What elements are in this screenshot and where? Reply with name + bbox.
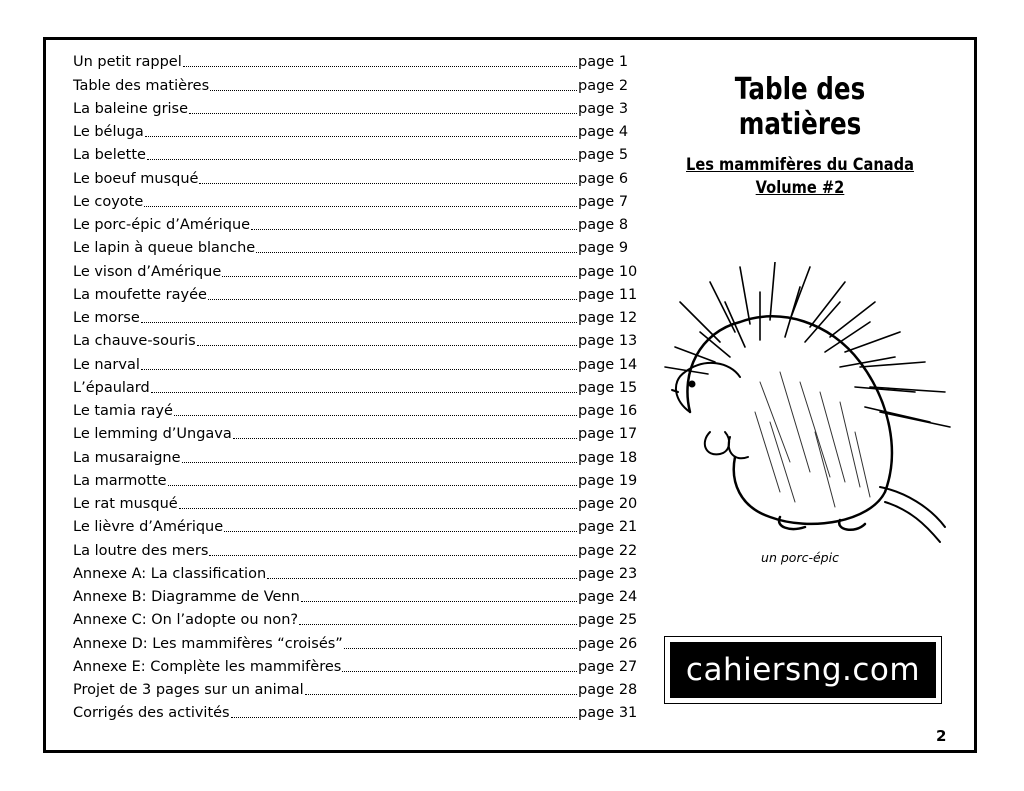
toc-entry-page: page 11	[578, 286, 638, 303]
toc-entry-title: La baleine grise	[73, 100, 189, 117]
toc-entry-title: La loutre des mers	[73, 542, 209, 559]
illustration-caption: un porc-épic	[761, 550, 839, 565]
dot-leader	[305, 694, 577, 695]
toc-entry-title: Le lemming d’Ungava	[73, 426, 232, 443]
subtitle-line-1: Les mammifères du Canada	[686, 155, 914, 175]
dot-leader	[256, 252, 577, 253]
dot-leader	[210, 90, 577, 91]
subtitle-line-2: Volume #2	[755, 178, 845, 198]
toc-entry	[73, 536, 638, 559]
toc-entry-title: L’épaulard	[73, 379, 150, 396]
toc-entry	[73, 211, 638, 234]
toc-entry	[73, 606, 638, 629]
toc-entry-title: Le lièvre d’Amérique	[73, 519, 224, 536]
quill-stroke	[880, 412, 950, 427]
dot-leader	[231, 717, 577, 718]
toc-entry	[73, 281, 638, 304]
toc-entry-page: page 22	[578, 542, 638, 559]
toc-entry-title: Le porc-épic d’Amérique	[73, 217, 251, 233]
toc-entry-title: Annexe D: Les mammifères “croisés”	[73, 635, 343, 652]
dot-leader	[183, 66, 577, 67]
toc-entry-title: La belette	[73, 147, 146, 164]
website-label: cahiersng.com	[670, 642, 936, 698]
toc-entry	[73, 443, 638, 466]
toc-entry-title: Annexe E: Complète les mammifères	[73, 658, 342, 675]
dot-leader	[168, 485, 577, 486]
toc-entry-page: page 21	[578, 519, 638, 536]
dot-leader	[251, 229, 577, 230]
toc-entry-page: page 18	[578, 449, 638, 466]
toc-entry	[73, 420, 638, 443]
quill-stroke	[770, 262, 775, 320]
toc-entry	[73, 95, 638, 118]
toc-entry-title: Le tamia rayé	[73, 403, 173, 419]
dot-leader	[141, 369, 577, 370]
toc-entry	[73, 234, 638, 257]
toc-entry-page: page 10	[578, 263, 638, 280]
dot-leader	[301, 601, 577, 602]
toc-entry	[73, 164, 638, 187]
quill-stroke	[845, 332, 900, 352]
toc-entry	[73, 374, 638, 397]
toc-entry	[73, 583, 638, 606]
toc-entry-title: Le narval	[73, 356, 140, 373]
dot-leader	[224, 531, 577, 532]
toc-entry	[73, 513, 638, 536]
toc-entry	[73, 257, 638, 280]
toc-entry	[73, 350, 638, 373]
toc-entry-title: Le morse	[73, 310, 140, 326]
dot-leader	[199, 183, 577, 184]
dot-leader	[144, 206, 577, 207]
toc-entry-page: page 6	[578, 170, 629, 187]
toc-entry-title: Un petit rappel	[73, 54, 182, 71]
website-banner	[664, 636, 942, 704]
quill-stroke	[740, 267, 750, 324]
toc-entry-page: page 15	[578, 379, 638, 396]
toc-entry	[73, 676, 638, 699]
toc-entry-page: page 17	[578, 426, 638, 443]
toc-entry-page: page 26	[578, 635, 638, 652]
toc-entry	[73, 490, 638, 513]
toc-entry-title: Le lapin à queue blanche	[73, 240, 256, 257]
toc-entry-title: Le boeuf musqué	[73, 170, 199, 187]
dot-leader	[209, 555, 577, 556]
toc-entry-page: page 19	[578, 472, 638, 489]
subtitle	[662, 154, 937, 200]
toc-entry-title: Corrigés des activités	[73, 705, 230, 722]
dot-leader	[174, 415, 577, 416]
dot-leader	[222, 276, 577, 277]
toc-entry-page: page 20	[578, 496, 638, 512]
toc-entry-title: La musaraigne	[73, 449, 181, 466]
dot-leader	[179, 508, 577, 509]
toc-entry	[73, 141, 638, 164]
toc-entry	[73, 653, 638, 676]
toc-entry-page: page 16	[578, 403, 638, 419]
toc-entry-title: La marmotte	[73, 472, 167, 489]
dot-leader	[344, 648, 577, 649]
quill-stroke	[830, 302, 875, 337]
toc-entry-title: La moufette rayée	[73, 286, 207, 303]
toc-entry-page: page 14	[578, 356, 638, 373]
toc-entry	[73, 327, 638, 350]
toc-entry-page: page 2	[578, 77, 629, 94]
dot-leader	[182, 462, 577, 463]
toc-entry-title: Annexe A: La classification	[73, 565, 267, 582]
dot-leader	[141, 322, 577, 323]
toc-entry-title: Le béluga	[73, 124, 144, 140]
quill-stroke	[710, 282, 735, 332]
toc-entry	[73, 560, 638, 583]
toc-entry	[73, 629, 638, 652]
toc-entry	[73, 304, 638, 327]
toc-entry	[73, 48, 638, 71]
toc-entry-title: Le coyote	[73, 193, 144, 210]
toc-entry-title: La chauve-souris	[73, 333, 196, 350]
toc-entry-title: Projet de 3 pages sur un animal	[73, 682, 304, 698]
toc-entry-page: page 13	[578, 333, 638, 350]
toc-entry-page: page 9	[578, 240, 629, 257]
toc-entry	[73, 118, 638, 141]
quill-stroke	[665, 367, 708, 374]
toc-entry	[73, 188, 638, 211]
toc-entry	[73, 699, 638, 722]
dot-leader	[151, 392, 577, 393]
toc-entry-page: page 12	[578, 310, 638, 326]
dot-leader	[197, 345, 577, 346]
dot-leader	[145, 136, 577, 137]
toc-entry-page: page 4	[578, 124, 629, 140]
toc-entry-page: page 28	[578, 682, 638, 698]
dot-leader	[189, 113, 577, 114]
toc-entry-page: page 24	[578, 589, 638, 605]
quill-stroke	[785, 287, 800, 337]
toc-entry-page: page 7	[578, 193, 629, 210]
quill-stroke	[860, 362, 925, 367]
toc-entry-title: Table des matières	[73, 77, 210, 94]
dot-leader	[342, 671, 577, 672]
porcupine-illustration	[660, 262, 955, 547]
dot-leader	[147, 159, 577, 160]
quill-stroke	[725, 302, 745, 347]
quill-stroke	[865, 407, 930, 422]
toc-entry-page: page 8	[578, 217, 629, 233]
toc-entry	[73, 467, 638, 490]
toc-entry-page: page 3	[578, 100, 629, 117]
toc-entry-page: page 31	[578, 705, 638, 722]
dot-leader	[208, 299, 577, 300]
toc-entry-title: Annexe B: Diagramme de Venn	[73, 589, 300, 605]
toc-entry-page: page 27	[578, 658, 638, 675]
dot-leader	[233, 438, 577, 439]
toc-entry-page: page 23	[578, 565, 638, 582]
page-number: 2	[936, 727, 947, 745]
dot-leader	[299, 624, 577, 625]
table-of-contents	[73, 48, 638, 722]
toc-entry-page: page 5	[578, 147, 629, 164]
toc-entry-title: Le vison d’Amérique	[73, 263, 222, 280]
quill-stroke	[810, 282, 845, 327]
toc-entry-title: Le rat musqué	[73, 496, 178, 512]
toc-entry-page: page 25	[578, 612, 638, 629]
quill-stroke	[680, 302, 720, 342]
toc-entry	[73, 71, 638, 94]
dot-leader	[267, 578, 577, 579]
toc-entry	[73, 397, 638, 420]
toc-entry-title: Annexe C: On l’adopte ou non?	[73, 612, 299, 629]
page-heading: Table des matières	[734, 72, 866, 142]
toc-entry-page: page 1	[578, 54, 629, 71]
